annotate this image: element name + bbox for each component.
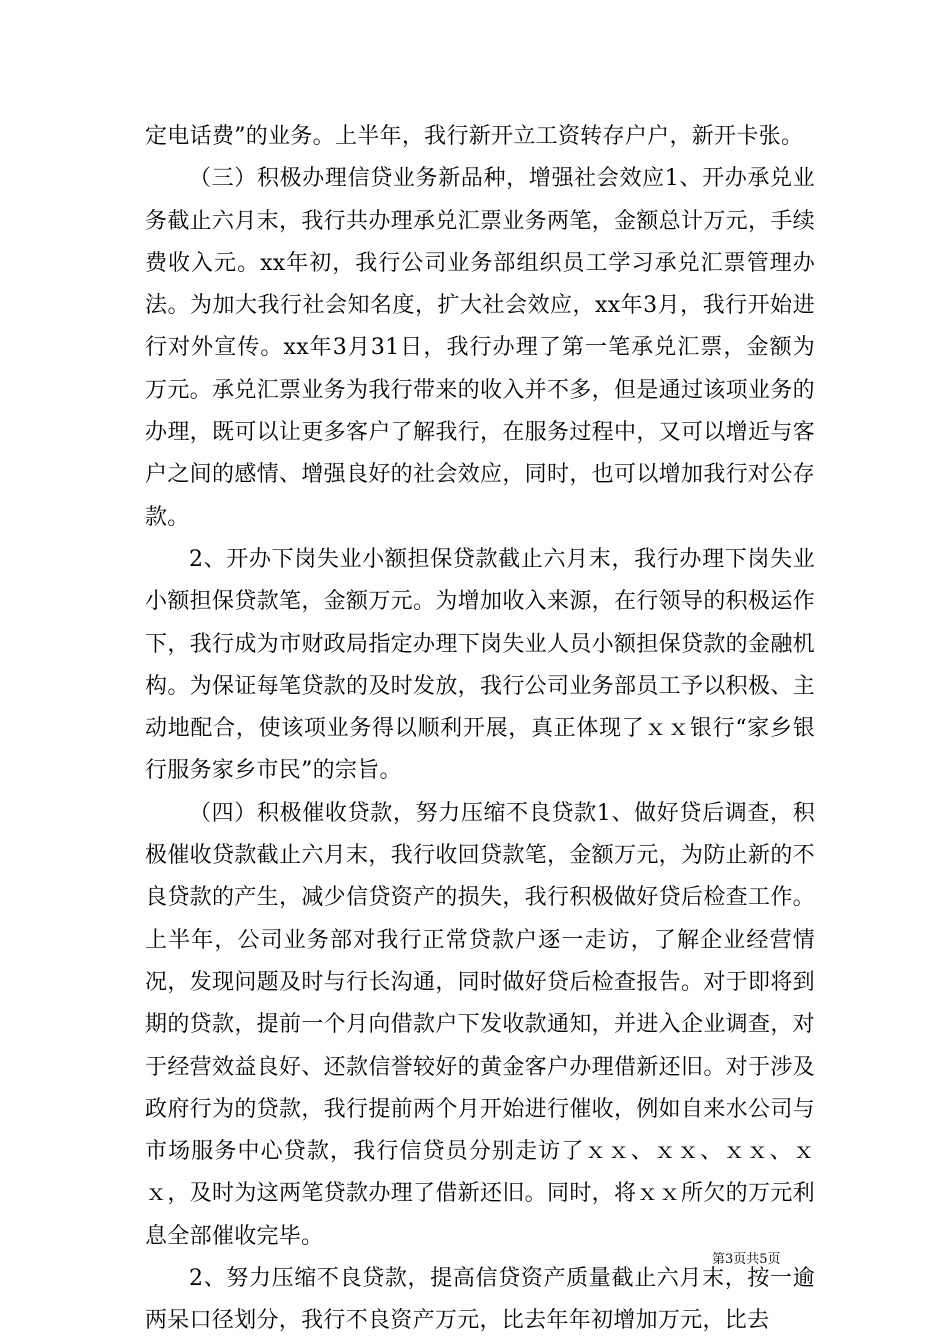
paragraph-3: 2、开办下岗失业小额担保贷款截止六月末，我行办理下岗失业小额担保贷款笔，金额万元。为增加收入来源，在行领导的积极运作下，我行成为市财政局指定办理下岗失业人员小额担保贷款的金融机构。为保证每笔贷款的及时发放，我行公司业务部员工予以积极、主动地配合，使该项业务得以顺利开展，真正体现了ｘｘ银行“家乡银行服务家乡市民”的宗旨。 (145, 546, 815, 784)
document-body (145, 116, 815, 1343)
paragraph-2: （三）积极办理信贷业务新品种，增强社会效应1、开办承兑业务截止六月末，我行共办理承兑汇票业务两笔，金额总计万元，手续费收入元。xx年初，我行公司业务部组织员工学习承兑汇票管理办法。为加大我行社会知名度，扩大社会效应，xx年3月，我行开始进行对外宣传。xx年3月31日，我行办理了第一笔承兑汇票，金额为万元。承兑汇票业务为我行带来的收入并不多，但是通过该项业务的办理，既可以让更多客户了解我行，在服务过程中，又可以增近与客户之间的感情、增强良好的社会效应，同时，也可以增加我行对公存款。 (145, 166, 815, 530)
paragraph-4: （四）积极催收贷款，努力压缩不良贷款1、做好贷后调查，积极催收贷款截止六月末，我行收回贷款笔，金额万元，为防止新的不良贷款的产生，减少信贷资产的损失，我行积极做好贷后检查工作。上半年，公司业务部对我行正常贷款户逐一走访，了解企业经营情况，发现问题及时与行长沟通，同时做好贷后检查报告。对于即将到期的贷款，提前一个月向借款户下发收款通知，并进入企业调查，对于经营效益良好、还款信誉较好的黄金客户办理借新还旧。对于涉及政府行为的贷款，我行提前两个月开始进行催收，例如自来水公司与市场服务中心贷款，我行信贷员分别走访了ｘｘ、ｘｘ、ｘｘ、ｘｘ，及时为这两笔贷款办理了借新还旧。同时，将ｘｘ所欠的万元利息全部催收完毕。 (145, 800, 815, 1249)
paragraph-5: 2、努力压缩不良贷款，提高信贷资产质量截止六月末，按一逾两呆口径划分，我行不良资产万元，比去年年初增加万元，比去 (145, 1266, 815, 1334)
page-number-footer: 第3页共5页 (712, 1252, 781, 1267)
paragraph-1: 定电话费”的业务。上半年，我行新开立工资转存户户，新开卡张。 (145, 124, 804, 149)
